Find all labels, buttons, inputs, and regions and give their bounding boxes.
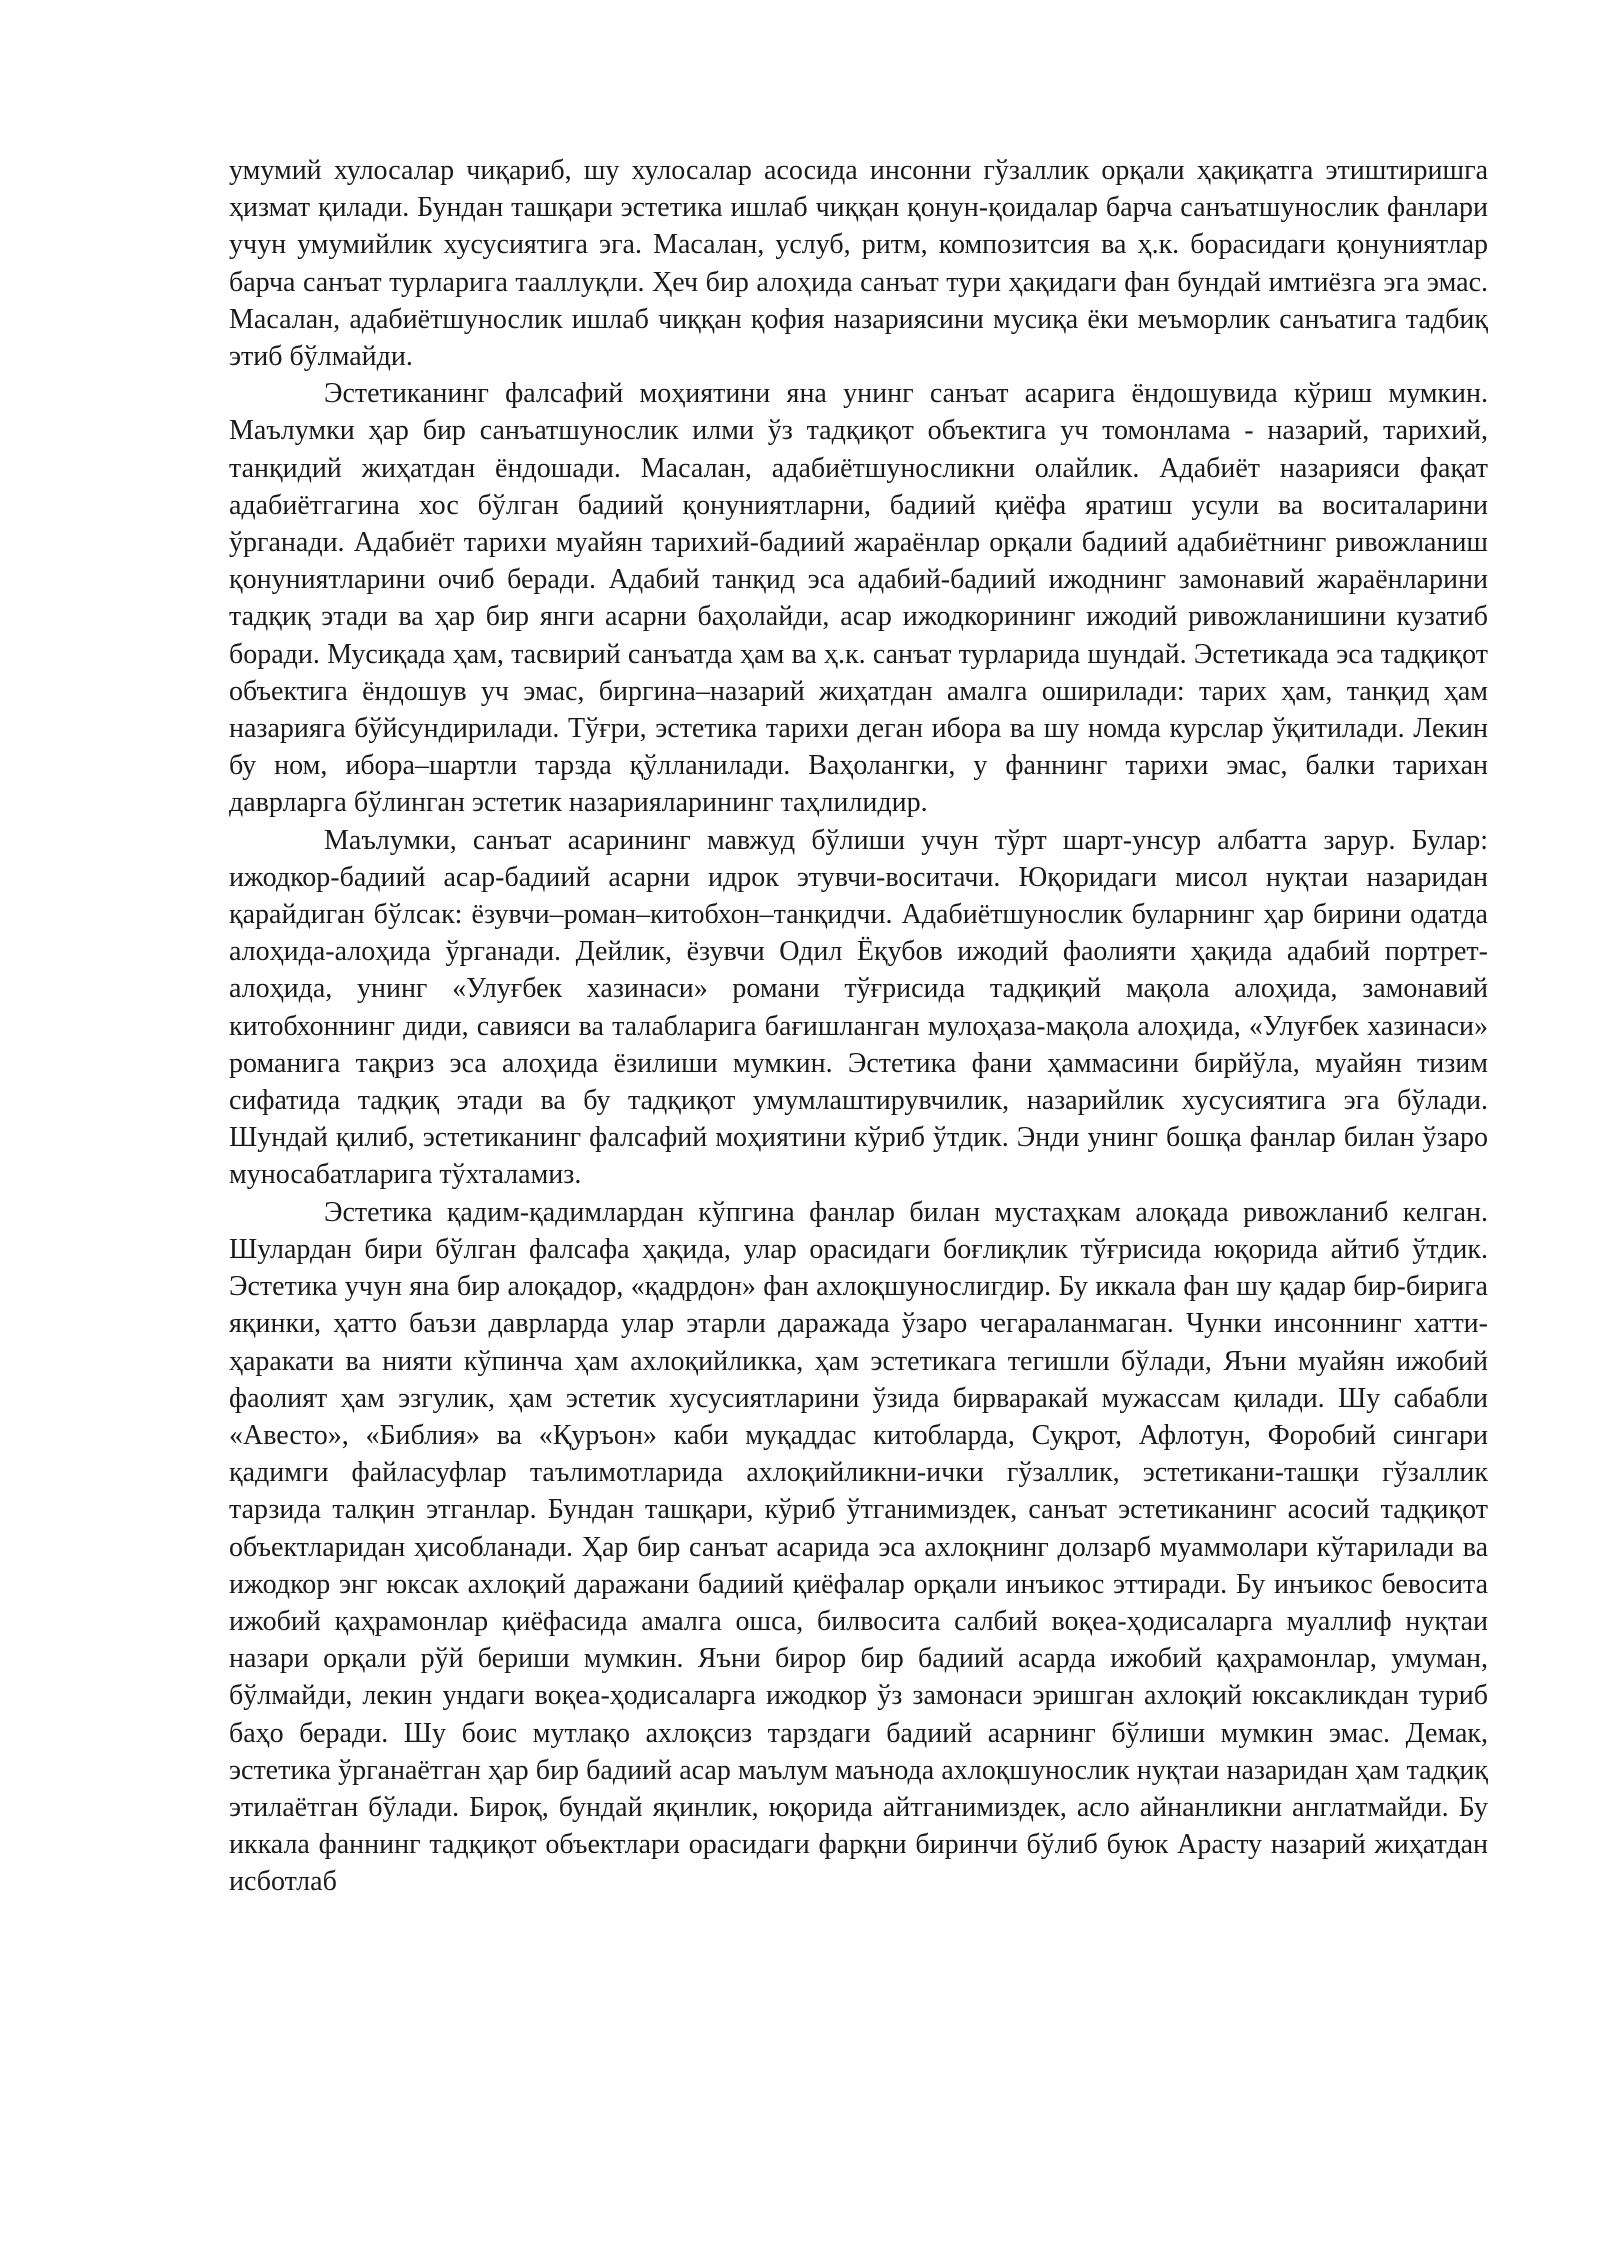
paragraph-3: Маълумки, санъат асарининг мавжуд бўлиши учун тўрт шарт-унсур албатта зарур. Булар: ижодкор-бадиий асар-бадиий асарни идрок этувчи-воситачи. Юқоридаги мисол нуқтаи назаридан қарайдиган бўлсак: ёзувчи–роман–китобхон–танқидчи. Адабиётшунослик буларнинг ҳар бирини одатда алоҳида-алоҳида ўрганади. Дейлик, ёзувчи Одил Ёқубов ижодий фаолияти ҳақида адабий портрет-алоҳида, унинг «Улуғбек хазинаси» романи тўғрисида тадқиқий мақола алоҳида, замонавий китобхоннинг диди, савияси ва талабларига бағишланган мулоҳаза-мақола алоҳида, «Улуғбек хазинаси» романига тақриз эса алоҳида ёзилиши мумкин. Эстетика фани ҳаммасини бирйўла, муайян тизим сифатида тадқиқ этади ва бу тадқиқот умумлаштирувчилик, назарийлик хусусиятига эга бўлади. Шундай қилиб, эстетиканинг фалсафий моҳиятини кўриб ўтдик. Энди унинг бошқа фанлар билан ўзаро муносабатларига тўхталамиз.	[229, 824, 1488, 1191]
document-body	[229, 152, 1488, 1901]
paragraph-2: Эстетиканинг фалсафий моҳиятини яна унинг санъат асарига ёндошувида кўриш мумкин. Маълумки ҳар бир санъатшунослик илми ўз тадқиқот объектига уч томонлама - назарий, тарихий, танқидий жиҳатдан ёндошади. Масалан, адабиётшуносликни олайлик. Адабиёт назарияси фақат адабиётгагина хос бўлган бадиий қонуниятларни, бадиий қиёфа яратиш усули ва воситаларини ўрганади. Адабиёт тарихи муайян тарихий-бадиий жараёнлар орқали бадиий адабиётнинг ривожланиш қонуниятларини очиб беради. Адабий танқид эса адабий-бадиий ижоднинг замонавий жараёнларини тадқиқ этади ва ҳар бир янги асарни баҳолайди, асар ижодкорининг ижодий ривожланишини кузатиб боради. Мусиқада ҳам, тасвирий санъатда ҳам ва ҳ.к. санъат турларида шундай. Эстетикада эса тадқиқот объектига ёндошув уч эмас, биргина–назарий жиҳатдан амалга оширилади: тарих ҳам, танқид ҳам назарияга бўйсундирилади. Тўғри, эстетика тарихи деган ибора ва шу номда курслар ўқитилади. Лекин бу ном, ибора–шартли тарзда қўлланилади. Ваҳолангки, у фаннинг тарихи эмас, балки тарихан даврларга бўлинган эстетик назарияларининг таҳлилидир.	[229, 378, 1488, 819]
paragraph-4: Эстетика қадим-қадимлардан кўпгина фанлар билан мустаҳкам алоқада ривожланиб келган. Шулардан бири бўлган фалсафа ҳақида, улар орасидаги боғлиқлик тўғрисида юқорида айтиб ўтдик. Эстетика учун яна бир алоқадор, «қадрдон» фан ахлоқшунослигдир. Бу иккала фан шу қадар бир-бирига яқинки, ҳатто баъзи даврларда улар этарли даражада ўзаро чегараланмаган. Чунки инсоннинг хатти-ҳаракати ва нияти кўпинча ҳам ахлоқийликка, ҳам эстетикага тегишли бўлади, Яъни муайян ижобий фаолият ҳам эзгулик, ҳам эстетик хусусиятларини ўзида бирваракай мужассам қилади. Шу сабабли «Авесто», «Библия» ва «Қуръон» каби муқаддас китобларда, Суқрот, Афлотун, Форобий сингари қадимги файласуфлар таълимотларида ахлоқийликни-ички гўзаллик, эстетикани-ташқи гўзаллик тарзида талқин этганлар. Бундан ташқари, кўриб ўтганимиздек, санъат эстетиканинг асосий тадқиқот объектларидан ҳисобланади. Ҳар бир санъат асарида эса ахлоқнинг долзарб муаммолари кўтарилади ва ижодкор энг юксак ахлоқий даражани бадиий қиёфалар орқали инъикос эттиради. Бу инъикос бевосита ижобий қаҳрамонлар қиёфасида амалга ошса, билвосита салбий воқеа-ҳодисаларга муаллиф нуқтаи назари орқали рўй бериши мумкин. Яъни бирор бир бадиий асарда ижобий қаҳрамонлар, умуман, бўлмайди, лекин ундаги воқеа-ҳодисаларга ижодкор ўз замонаси эришган ахлоқий юксакликдан туриб баҳо беради. Шу боис мутлақо ахлоқсиз тарздаги бадиий асарнинг бўлиши мумкин эмас. Демак, эстетика ўрганаётган ҳар бир бадиий асар маълум маънода ахлоқшунослик нуқтаи назаридан ҳам тадқиқ этилаётган бўлади. Бироқ, бундай яқинлик, юқорида айтганимиздек, асло айнанликни англатмайди. Бу иккала фаннинг тадқиқот объектлари орасидаги фарқни биринчи бўлиб буюк Арасту назарий жиҳатдан исботлаб	[229, 1196, 1488, 1898]
paragraph-1: умумий хулосалар чиқариб, шу хулосалар асосида инсонни гўзаллик орқали ҳақиқатга этиштиришга ҳизмат қилади. Бундан ташқари эстетика ишлаб чиққан қонун-қоидалар барча санъатшунослик фанлари учун умумийлик хусусиятига эга. Масалан, услуб, ритм, композитсия ва ҳ.к. борасидаги қонуниятлар барча санъат турларига тааллуқли. Ҳеч бир алоҳида санъат тури ҳақидаги фан бундай имтиёзга эга эмас. Масалан, адабиётшунослик ишлаб чиққан қофия назариясини мусиқа ёки меъморлик санъатига тадбиқ этиб бўлмайди.	[229, 155, 1488, 373]
